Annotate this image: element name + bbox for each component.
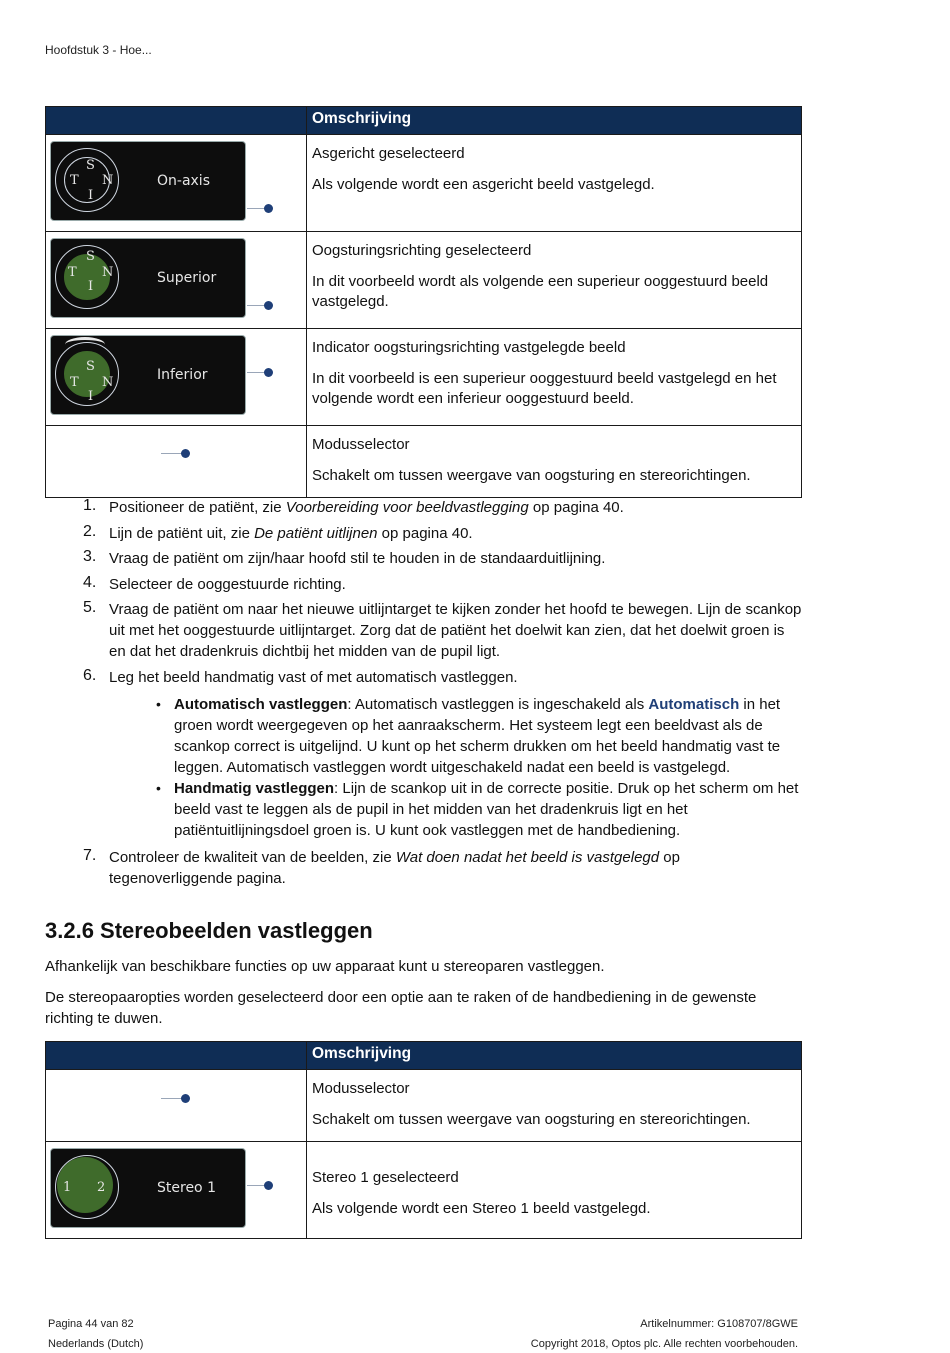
section-paragraph: De stereopaaropties worden geselecteerd door een optie aan te raken of de handbediening in de gewenste richting te duwen. bbox=[45, 989, 757, 1027]
ui-label-automatisch: Automatisch bbox=[648, 695, 740, 713]
bullet-text: : Automatisch vastleggen is ingeschakeld als bbox=[347, 695, 649, 713]
row-title: Indicator oogsturingsrichting vastgelegde beeld bbox=[312, 339, 626, 356]
step-text: Leg het beeld handmatig vast of met automatisch vastleggen. bbox=[109, 668, 518, 686]
table-row bbox=[46, 135, 802, 232]
list-item bbox=[45, 548, 805, 569]
row-desc: In dit voorbeeld wordt als volgende een superieur ooggestuurd beeld vastgelegd. bbox=[312, 273, 769, 310]
step-text: Vraag de patiënt om naar het nieuwe uitlijntarget te kijken zonder het hoofd te bewegen. Lijn de scankop uit met het ooggestuurde uitlijntarget. Zorg dat de patiënt het doelwit kan zien, dat het doelwit groen is en dat het dradenkruis dichtbij het midden van de pupil ligt. bbox=[109, 601, 802, 660]
table-row bbox=[46, 1142, 802, 1239]
procedure-steps bbox=[45, 497, 805, 893]
step-text: op pagina 40. bbox=[528, 499, 624, 516]
row-title: Stereo 1 geselecteerd bbox=[312, 1169, 459, 1186]
label-i: I bbox=[88, 188, 94, 203]
list-item bbox=[45, 523, 805, 544]
table-row bbox=[46, 329, 802, 426]
row-title: Oogsturingsrichting geselecteerd bbox=[312, 242, 532, 259]
table-row bbox=[46, 426, 802, 498]
row-title: Modusselector bbox=[312, 436, 410, 453]
cross-reference: De patiënt uitlijnen bbox=[254, 524, 378, 542]
bullet-term: Handmatig vastleggen bbox=[174, 779, 335, 797]
selector-dot-icon bbox=[264, 368, 273, 377]
bullet-term: Automatisch vastleggen bbox=[174, 695, 348, 713]
stereo-1-button-image bbox=[46, 1142, 307, 1239]
mode-label: Inferior bbox=[157, 367, 208, 383]
row-desc: Als volgende wordt een asgericht beeld vastgelegd. bbox=[312, 176, 655, 193]
step-text: Vraag de patiënt om zijn/haar hoofd stil te houden in de standaarduitlijning. bbox=[109, 550, 606, 567]
label-1: 1 bbox=[63, 1180, 72, 1195]
footer-page: Pagina 44 van 82 bbox=[48, 1318, 134, 1330]
step-text: op pagina 40. bbox=[377, 524, 473, 542]
options-table-1 bbox=[45, 106, 802, 498]
footer-language: Nederlands (Dutch) bbox=[48, 1338, 144, 1350]
row-description bbox=[307, 426, 802, 498]
table-header-blank bbox=[46, 1042, 307, 1070]
row-desc: Schakelt om tussen weergave van oogsturing en stereorichtingen. bbox=[312, 467, 751, 484]
list-item bbox=[45, 599, 805, 662]
options-table-2 bbox=[45, 1041, 802, 1239]
mode-label: On-axis bbox=[157, 173, 210, 189]
inferior-button-image bbox=[46, 329, 307, 426]
bullet-text: : Lijn de scankop uit in de correcte positie. Druk op het scherm om het beeld vast te leggen als de pupil in het midden van het dradenkruis ligt en het patiëntuitlijningsdoel groen is. U kunt ook vastleggen met de handbediening. bbox=[174, 779, 799, 839]
table-header-blank bbox=[46, 107, 307, 135]
footer-article-number: Artikelnummer: G108707/8GWE bbox=[640, 1318, 798, 1330]
cross-reference: Voorbereiding voor beeldvastlegging bbox=[285, 499, 529, 516]
row-description bbox=[307, 1070, 802, 1142]
row-title: Modusselector bbox=[312, 1080, 410, 1097]
row-description bbox=[307, 1142, 802, 1239]
cross-reference: Wat doen nadat het beeld is vastgelegd bbox=[395, 848, 660, 866]
selector-dot-icon bbox=[181, 1094, 190, 1103]
superior-button-image bbox=[46, 232, 307, 329]
page-header: Hoofdstuk 3 - Hoe... bbox=[45, 43, 152, 57]
mode-selector-image bbox=[46, 426, 307, 498]
row-description bbox=[307, 329, 802, 426]
section-heading: 3.2.6 Stereobeelden vastleggen bbox=[45, 918, 373, 943]
label-t: T bbox=[70, 173, 79, 188]
on-axis-panel bbox=[50, 141, 246, 221]
label-n: N bbox=[102, 173, 114, 188]
inner-ring-green-icon bbox=[64, 351, 110, 397]
row-title: Asgericht geselecteerd bbox=[312, 145, 465, 162]
step-text: Positioneer de patiënt, zie bbox=[109, 499, 286, 516]
capture-options-list bbox=[109, 694, 805, 841]
label-s: S bbox=[86, 359, 95, 374]
step-number: 2. bbox=[83, 522, 97, 540]
list-item bbox=[45, 574, 805, 595]
label-2: 2 bbox=[97, 1180, 106, 1195]
table-header-omschrijving: Omschrijving bbox=[307, 1042, 802, 1070]
label-s: S bbox=[86, 249, 95, 264]
row-desc: Als volgende wordt een Stereo 1 beeld vastgelegd. bbox=[312, 1200, 651, 1217]
step-text: Selecteer de ooggestuurde richting. bbox=[109, 575, 346, 593]
table-row bbox=[46, 1070, 802, 1142]
list-item bbox=[45, 667, 805, 841]
list-item bbox=[174, 778, 805, 841]
section-paragraph: Afhankelijk van beschikbare functies op uw apparaat kunt u stereoparen vastleggen. bbox=[45, 958, 605, 975]
on-axis-button-image bbox=[46, 135, 307, 232]
step-number: 7. bbox=[83, 846, 97, 864]
label-n: N bbox=[102, 375, 114, 390]
selector-dot-icon bbox=[181, 449, 190, 458]
row-description bbox=[307, 135, 802, 232]
selector-dot-icon bbox=[264, 301, 273, 310]
row-description bbox=[307, 232, 802, 329]
outer-ring-icon bbox=[55, 342, 119, 406]
mode-label: Stereo 1 bbox=[157, 1180, 216, 1196]
list-item bbox=[174, 694, 805, 778]
selector-dot-icon bbox=[264, 1181, 273, 1190]
step-number: 6. bbox=[83, 666, 97, 684]
selector-dot-icon bbox=[264, 204, 273, 213]
stereo-1-panel bbox=[50, 1148, 246, 1228]
footer-copyright: Copyright 2018, Optos plc. Alle rechten voorbehouden. bbox=[530, 1338, 798, 1350]
label-n: N bbox=[102, 265, 114, 280]
label-t: T bbox=[68, 265, 77, 280]
table-header-omschrijving: Omschrijving bbox=[307, 107, 802, 135]
step-number: 3. bbox=[83, 548, 97, 565]
label-s: S bbox=[86, 158, 95, 173]
step-number: 1. bbox=[83, 497, 97, 514]
mode-label: Superior bbox=[157, 270, 217, 286]
row-desc: In dit voorbeeld is een superieur ooggestuurd beeld vastgelegd en het volgende wordt een inferieur ooggestuurd beeld. bbox=[312, 370, 777, 407]
superior-panel bbox=[50, 238, 246, 318]
step-number: 4. bbox=[83, 573, 97, 591]
mode-selector-image bbox=[46, 1070, 307, 1142]
label-i: I bbox=[88, 279, 94, 294]
list-item bbox=[45, 497, 805, 518]
inferior-panel bbox=[50, 335, 246, 415]
label-t: T bbox=[70, 375, 79, 390]
step-text: Controleer de kwaliteit van de beelden, zie bbox=[109, 848, 396, 866]
list-item bbox=[45, 847, 805, 889]
row-desc: Schakelt om tussen weergave van oogsturing en stereorichtingen. bbox=[312, 1111, 751, 1128]
step-text: Lijn de patiënt uit, zie bbox=[109, 524, 255, 542]
step-number: 5. bbox=[83, 599, 97, 616]
bullet-text: in het groen wordt weergegeven op het aanraakscherm. Het systeem legt een beeldvast als de scankop correct is uitgelijnd. U kunt op het scherm drukken om het beeld handmatig vast te leggen. Automatisch vastleggen wordt uitgeschakeld nadat een beeld is vastgelegd. bbox=[174, 695, 781, 776]
step-text: op tegenoverliggende pagina. bbox=[109, 848, 680, 887]
table-row bbox=[46, 232, 802, 329]
label-i: I bbox=[88, 389, 94, 404]
